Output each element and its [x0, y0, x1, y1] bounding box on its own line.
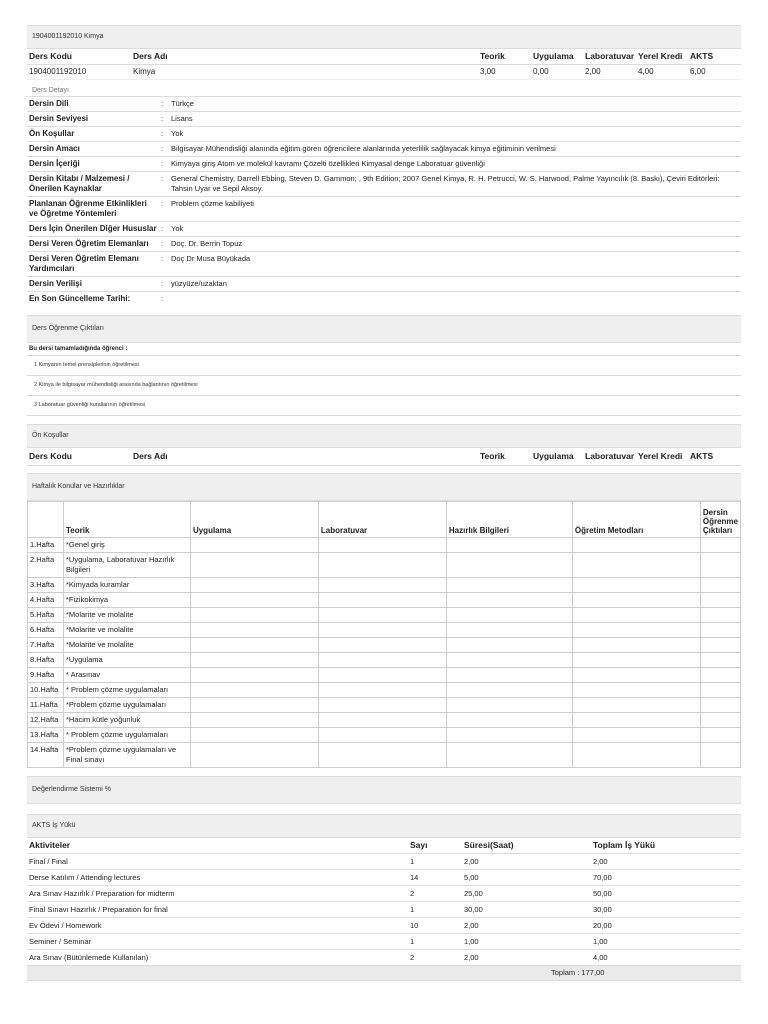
weekly-row — [28, 653, 741, 668]
prereq-col-ders-kodu: Ders Kodu — [29, 451, 72, 461]
week-label: 9.Hafta — [28, 668, 64, 683]
detail-key: Dersin Seviyesi — [27, 112, 159, 127]
detail-key: Dersin Verilişi — [27, 277, 159, 292]
week-hazirlik-cell — [446, 653, 572, 668]
week-laboratuvar-cell — [318, 593, 446, 608]
detail-value — [169, 292, 741, 307]
laboratuvar-value: 2,00 — [585, 67, 601, 76]
activity-duration: 30,00 — [462, 902, 591, 918]
week-hazirlik-cell — [446, 683, 572, 698]
details-table — [27, 96, 741, 306]
weekly-title-band — [27, 473, 741, 501]
weekly-col-hazirlik: Hazırlık Bilgileri — [446, 502, 572, 538]
week-cikti-cell — [700, 743, 740, 768]
detail-row — [27, 292, 741, 307]
weekly-col-laboratuvar: Laboratuvar — [318, 502, 446, 538]
week-topic: * Problem çözme uygulamaları — [63, 728, 190, 743]
activity-count: 1 — [408, 854, 462, 870]
week-laboratuvar-cell — [318, 578, 446, 593]
week-cikti-cell — [700, 728, 740, 743]
activity-name: Final / Final — [27, 854, 408, 870]
week-laboratuvar-cell — [318, 653, 446, 668]
weekly-row — [28, 538, 741, 553]
detail-row — [27, 222, 741, 237]
weekly-row — [28, 683, 741, 698]
week-uygulama-cell — [190, 608, 318, 623]
detail-key: En Son Güncelleme Tarihi: — [27, 292, 159, 307]
weekly-col-metodlar: Öğretim Metodları — [572, 502, 700, 538]
workload-title: AKTS İş Yükü — [32, 822, 76, 829]
weekly-row — [28, 668, 741, 683]
detail-separator: : — [159, 197, 169, 222]
week-topic: *Problem çözme uygulamaları — [63, 698, 190, 713]
summary-header-row — [27, 49, 741, 65]
week-topic: *Problem çözme uygulamaları ve Final sınavı — [63, 743, 190, 768]
detail-value: Lisans — [169, 112, 741, 127]
detail-value: Yok — [169, 222, 741, 237]
prereq-header-row — [27, 448, 741, 466]
week-uygulama-cell — [190, 593, 318, 608]
week-hazirlik-cell — [446, 593, 572, 608]
outcomes-title: Ders Öğrenme Çıktıları — [32, 325, 104, 332]
week-label: 7.Hafta — [28, 638, 64, 653]
detail-separator: : — [159, 127, 169, 142]
week-hazirlik-cell — [446, 728, 572, 743]
prereq-col-laboratuvar: Laboratuvar — [585, 451, 635, 461]
detail-key: Dersin Amacı — [27, 142, 159, 157]
week-topic: *Genel giriş — [63, 538, 190, 553]
week-laboratuvar-cell — [318, 698, 446, 713]
activity-total: 50,00 — [591, 886, 741, 902]
week-topic: *Fizikokimya — [63, 593, 190, 608]
week-hazirlik-cell — [446, 538, 572, 553]
week-cikti-cell — [700, 578, 740, 593]
workload-row — [27, 934, 741, 950]
workload-title-band — [27, 814, 741, 838]
weekly-row — [28, 553, 741, 578]
weekly-row — [28, 728, 741, 743]
week-cikti-cell — [700, 713, 740, 728]
detail-separator: : — [159, 252, 169, 277]
weekly-table — [27, 501, 741, 768]
week-label: 5.Hafta — [28, 608, 64, 623]
outcomes-intro: Bu dersi tamamladığında öğrenci : — [27, 343, 741, 356]
yerel-kredi-value: 4,00 — [638, 67, 654, 76]
prereq-col-yerel-kredi: Yerel Kredi — [638, 451, 683, 461]
week-metod-cell — [572, 698, 700, 713]
course-title: 1904001192010 Kimya — [32, 33, 104, 40]
week-cikti-cell — [700, 538, 740, 553]
week-label: 8.Hafta — [28, 653, 64, 668]
week-hazirlik-cell — [446, 698, 572, 713]
detail-value: Doç Dr Musa Büyükada — [169, 252, 741, 277]
course-page — [27, 0, 741, 981]
week-cikti-cell — [700, 683, 740, 698]
detail-row — [27, 197, 741, 222]
week-laboratuvar-cell — [318, 538, 446, 553]
col-ders-kodu: Ders Kodu — [29, 51, 72, 61]
week-cikti-cell — [700, 653, 740, 668]
activity-total: 70,00 — [591, 870, 741, 886]
workload-row — [27, 950, 741, 966]
detail-separator: : — [159, 237, 169, 252]
detail-row — [27, 142, 741, 157]
weekly-title: Haftalık Konular ve Hazırlıklar — [32, 483, 125, 490]
week-topic: * Arasınav — [63, 668, 190, 683]
week-label: 12.Hafta — [28, 713, 64, 728]
week-metod-cell — [572, 623, 700, 638]
week-metod-cell — [572, 653, 700, 668]
activity-duration: 5,00 — [462, 870, 591, 886]
weekly-row — [28, 608, 741, 623]
detail-value: General Chemistry, Darrell Ebbing, Steven D. Gammon; , 9th Edition; 2007 Genel Kimya, R. H. Petrucci, W. S. Harwood, Palme Yayıncılık (8. Baskı), Çeviri Editörleri: Tahsin Uyar ve Sepil Aksoy. — [169, 172, 741, 197]
course-title-band — [27, 25, 741, 49]
week-metod-cell — [572, 593, 700, 608]
weekly-row — [28, 743, 741, 768]
week-metod-cell — [572, 553, 700, 578]
week-label: 13.Hafta — [28, 728, 64, 743]
week-laboratuvar-cell — [318, 668, 446, 683]
detail-row — [27, 237, 741, 252]
prereq-col-akts: AKTS — [690, 451, 714, 461]
activity-count: 2 — [408, 950, 462, 966]
col-uygulama: Uygulama — [533, 51, 574, 61]
activity-name: Ara Sınav Hazırlık / Preparation for midterm — [27, 886, 408, 902]
activity-duration: 2,00 — [462, 854, 591, 870]
workload-col-aktiviteler: Aktiviteler — [27, 838, 408, 854]
week-label: 1.Hafta — [28, 538, 64, 553]
week-laboratuvar-cell — [318, 713, 446, 728]
detail-separator: : — [159, 157, 169, 172]
week-laboratuvar-cell — [318, 623, 446, 638]
activity-duration: 25,00 — [462, 886, 591, 902]
workload-row — [27, 886, 741, 902]
week-laboratuvar-cell — [318, 743, 446, 768]
detail-key: Dersin İçeriği — [27, 157, 159, 172]
outcome-item: 2 Kimya ile bilgisayar mühendisliği arasında bağlantının öğretilmesi — [27, 376, 741, 396]
ders-adi-value: Kimya — [133, 67, 156, 76]
activity-count: 1 — [408, 934, 462, 950]
week-hazirlik-cell — [446, 743, 572, 768]
week-laboratuvar-cell — [318, 608, 446, 623]
activity-name: Derse Katılım / Attending lectures — [27, 870, 408, 886]
activity-count: 2 — [408, 886, 462, 902]
week-hazirlik-cell — [446, 623, 572, 638]
activity-count: 14 — [408, 870, 462, 886]
week-cikti-cell — [700, 638, 740, 653]
detail-key: Dersin Kitabı / Malzemesi / Önerilen Kaynaklar — [27, 172, 159, 197]
detail-separator: : — [159, 97, 169, 112]
detail-value: Bilgisayar Mühendisliği alanında eğitim gören öğrencilere alanlarında yeterlilik sağlayacak kimya eğitiminin verilmesi — [169, 142, 741, 157]
week-hazirlik-cell — [446, 638, 572, 653]
activity-duration: 2,00 — [462, 918, 591, 934]
week-uygulama-cell — [190, 553, 318, 578]
week-hazirlik-cell — [446, 668, 572, 683]
evaluation-title-band — [27, 776, 741, 804]
weekly-row — [28, 593, 741, 608]
workload-col-sayi: Sayı — [408, 838, 462, 854]
detail-separator: : — [159, 142, 169, 157]
week-label: 6.Hafta — [28, 623, 64, 638]
week-label: 11.Hafta — [28, 698, 64, 713]
activity-total: 4,00 — [591, 950, 741, 966]
week-uygulama-cell — [190, 713, 318, 728]
col-laboratuvar: Laboratuvar — [585, 51, 635, 61]
detail-key: Dersin Dili — [27, 97, 159, 112]
week-uygulama-cell — [190, 683, 318, 698]
prereq-col-ders-adi: Ders Adı — [133, 451, 168, 461]
week-uygulama-cell — [190, 638, 318, 653]
col-ders-adi: Ders Adı — [133, 51, 168, 61]
teorik-value: 3,00 — [480, 67, 496, 76]
week-metod-cell — [572, 638, 700, 653]
activity-name: Seminer / Seminar — [27, 934, 408, 950]
outcome-item: 1 Kimyanın temel prensiplerinin öğretilmesi — [27, 356, 741, 376]
weekly-col-teorik: Teorik — [63, 502, 190, 538]
workload-row — [27, 854, 741, 870]
weekly-row — [28, 578, 741, 593]
activity-name: Final Sınavı Hazırlık / Preparation for final — [27, 902, 408, 918]
week-metod-cell — [572, 683, 700, 698]
activity-total: 20,00 — [591, 918, 741, 934]
detail-row — [27, 157, 741, 172]
week-laboratuvar-cell — [318, 683, 446, 698]
activity-name: Ev Ödevi / Homework — [27, 918, 408, 934]
workload-col-suresi: Süresi(Saat) — [462, 838, 591, 854]
activity-count: 1 — [408, 902, 462, 918]
detail-key: Dersi Veren Öğretim Elemanı Yardımcıları — [27, 252, 159, 277]
akts-value: 6,00 — [690, 67, 706, 76]
week-label: 3.Hafta — [28, 578, 64, 593]
week-cikti-cell — [700, 593, 740, 608]
workload-row — [27, 870, 741, 886]
week-topic: * Problem çözme uygulamaları — [63, 683, 190, 698]
col-yerel-kredi: Yerel Kredi — [638, 51, 683, 61]
weekly-row — [28, 623, 741, 638]
week-metod-cell — [572, 668, 700, 683]
detail-value: Yok — [169, 127, 741, 142]
detail-separator: : — [159, 277, 169, 292]
week-metod-cell — [572, 728, 700, 743]
week-hazirlik-cell — [446, 553, 572, 578]
activity-total: 1,00 — [591, 934, 741, 950]
detail-value: Türkçe — [169, 97, 741, 112]
workload-header-row — [27, 838, 741, 854]
week-hazirlik-cell — [446, 608, 572, 623]
week-cikti-cell — [700, 608, 740, 623]
detail-separator: : — [159, 222, 169, 237]
week-label: 10.Hafta — [28, 683, 64, 698]
week-metod-cell — [572, 743, 700, 768]
col-teorik: Teorik — [480, 51, 505, 61]
detail-key: Planlanan Öğrenme Etkinlikleri ve Öğretme Yöntemleri — [27, 197, 159, 222]
workload-col-toplam: Toplam İş Yükü — [591, 838, 741, 854]
week-label: 14.Hafta — [28, 743, 64, 768]
summary-value-row — [27, 65, 741, 80]
weekly-row — [28, 698, 741, 713]
prereq-col-uygulama: Uygulama — [533, 451, 574, 461]
ders-kodu-value: 1904001192010 — [29, 67, 87, 76]
week-topic: *Hacim kütle yoğunluk — [63, 713, 190, 728]
week-cikti-cell — [700, 668, 740, 683]
workload-row — [27, 902, 741, 918]
detail-separator: : — [159, 292, 169, 307]
week-hazirlik-cell — [446, 578, 572, 593]
detail-value: Kimyaya giriş Atom ve molekül kavramı Çözelti özellikleri Kimyasal denge Laboratuar güvenliği — [169, 157, 741, 172]
week-label: 2.Hafta — [28, 553, 64, 578]
week-hazirlik-cell — [446, 713, 572, 728]
detail-separator: : — [159, 172, 169, 197]
week-uygulama-cell — [190, 623, 318, 638]
week-topic: *Molarite ve molalite — [63, 623, 190, 638]
detail-value: Doç. Dr. Berrin Topuz — [169, 237, 741, 252]
week-metod-cell — [572, 713, 700, 728]
activity-duration: 1,00 — [462, 934, 591, 950]
outcomes-title-band — [27, 315, 741, 343]
week-label: 4.Hafta — [28, 593, 64, 608]
week-metod-cell — [572, 538, 700, 553]
week-cikti-cell — [700, 698, 740, 713]
week-laboratuvar-cell — [318, 728, 446, 743]
evaluation-title: Değerlendirme Sistemi % — [32, 786, 111, 793]
week-topic: *Molarite ve molalite — [63, 638, 190, 653]
workload-total: Toplam : 177,00 — [27, 966, 741, 981]
workload-row — [27, 918, 741, 934]
detail-row — [27, 172, 741, 197]
detail-row — [27, 252, 741, 277]
activity-total: 30,00 — [591, 902, 741, 918]
activity-count: 10 — [408, 918, 462, 934]
week-topic: *Molarite ve molalite — [63, 608, 190, 623]
week-topic: *Uygulama, Laboratuvar Hazırlık Bilgileri — [63, 553, 190, 578]
weekly-row — [28, 638, 741, 653]
week-uygulama-cell — [190, 653, 318, 668]
col-akts: AKTS — [690, 51, 714, 61]
week-topic: *Uygulama — [63, 653, 190, 668]
week-cikti-cell — [700, 553, 740, 578]
week-laboratuvar-cell — [318, 638, 446, 653]
details-title: Ders Detayı — [32, 87, 69, 94]
detail-row — [27, 277, 741, 292]
week-cikti-cell — [700, 623, 740, 638]
week-uygulama-cell — [190, 538, 318, 553]
prereq-col-teorik: Teorik — [480, 451, 505, 461]
prereq-title-band — [27, 424, 741, 448]
week-topic: *Kimyada kuramlar — [63, 578, 190, 593]
week-laboratuvar-cell — [318, 553, 446, 578]
weekly-header-row — [28, 502, 741, 538]
activity-name: Ara Sınav (Bütünlemede Kullanılan) — [27, 950, 408, 966]
activity-total: 2,00 — [591, 854, 741, 870]
detail-row — [27, 127, 741, 142]
week-uygulama-cell — [190, 743, 318, 768]
week-metod-cell — [572, 608, 700, 623]
weekly-col-week — [28, 502, 64, 538]
week-metod-cell — [572, 578, 700, 593]
detail-value: yüzyüze/uzaktan — [169, 277, 741, 292]
weekly-col-uygulama: Uygulama — [190, 502, 318, 538]
uygulama-value: 0,00 — [533, 67, 549, 76]
workload-table — [27, 838, 741, 966]
prereq-title: Ön Koşullar — [32, 432, 69, 439]
week-uygulama-cell — [190, 728, 318, 743]
detail-row — [27, 112, 741, 127]
week-uygulama-cell — [190, 578, 318, 593]
week-uygulama-cell — [190, 668, 318, 683]
detail-separator: : — [159, 112, 169, 127]
week-uygulama-cell — [190, 698, 318, 713]
detail-key: Dersi Veren Öğretim Elemanları — [27, 237, 159, 252]
outcome-item: 3 Laboratuar güvenliği kurallarının öğretilmesi — [27, 396, 741, 416]
detail-row — [27, 97, 741, 112]
detail-value: Problem çözme kabiliyeti — [169, 197, 741, 222]
activity-duration: 2,00 — [462, 950, 591, 966]
detail-key: Ders İçin Önerilen Diğer Hususlar — [27, 222, 159, 237]
weekly-col-ciktilar: Dersin Öğrenme Çıktıları — [700, 502, 740, 538]
weekly-row — [28, 713, 741, 728]
detail-key: Ön Koşullar — [27, 127, 159, 142]
